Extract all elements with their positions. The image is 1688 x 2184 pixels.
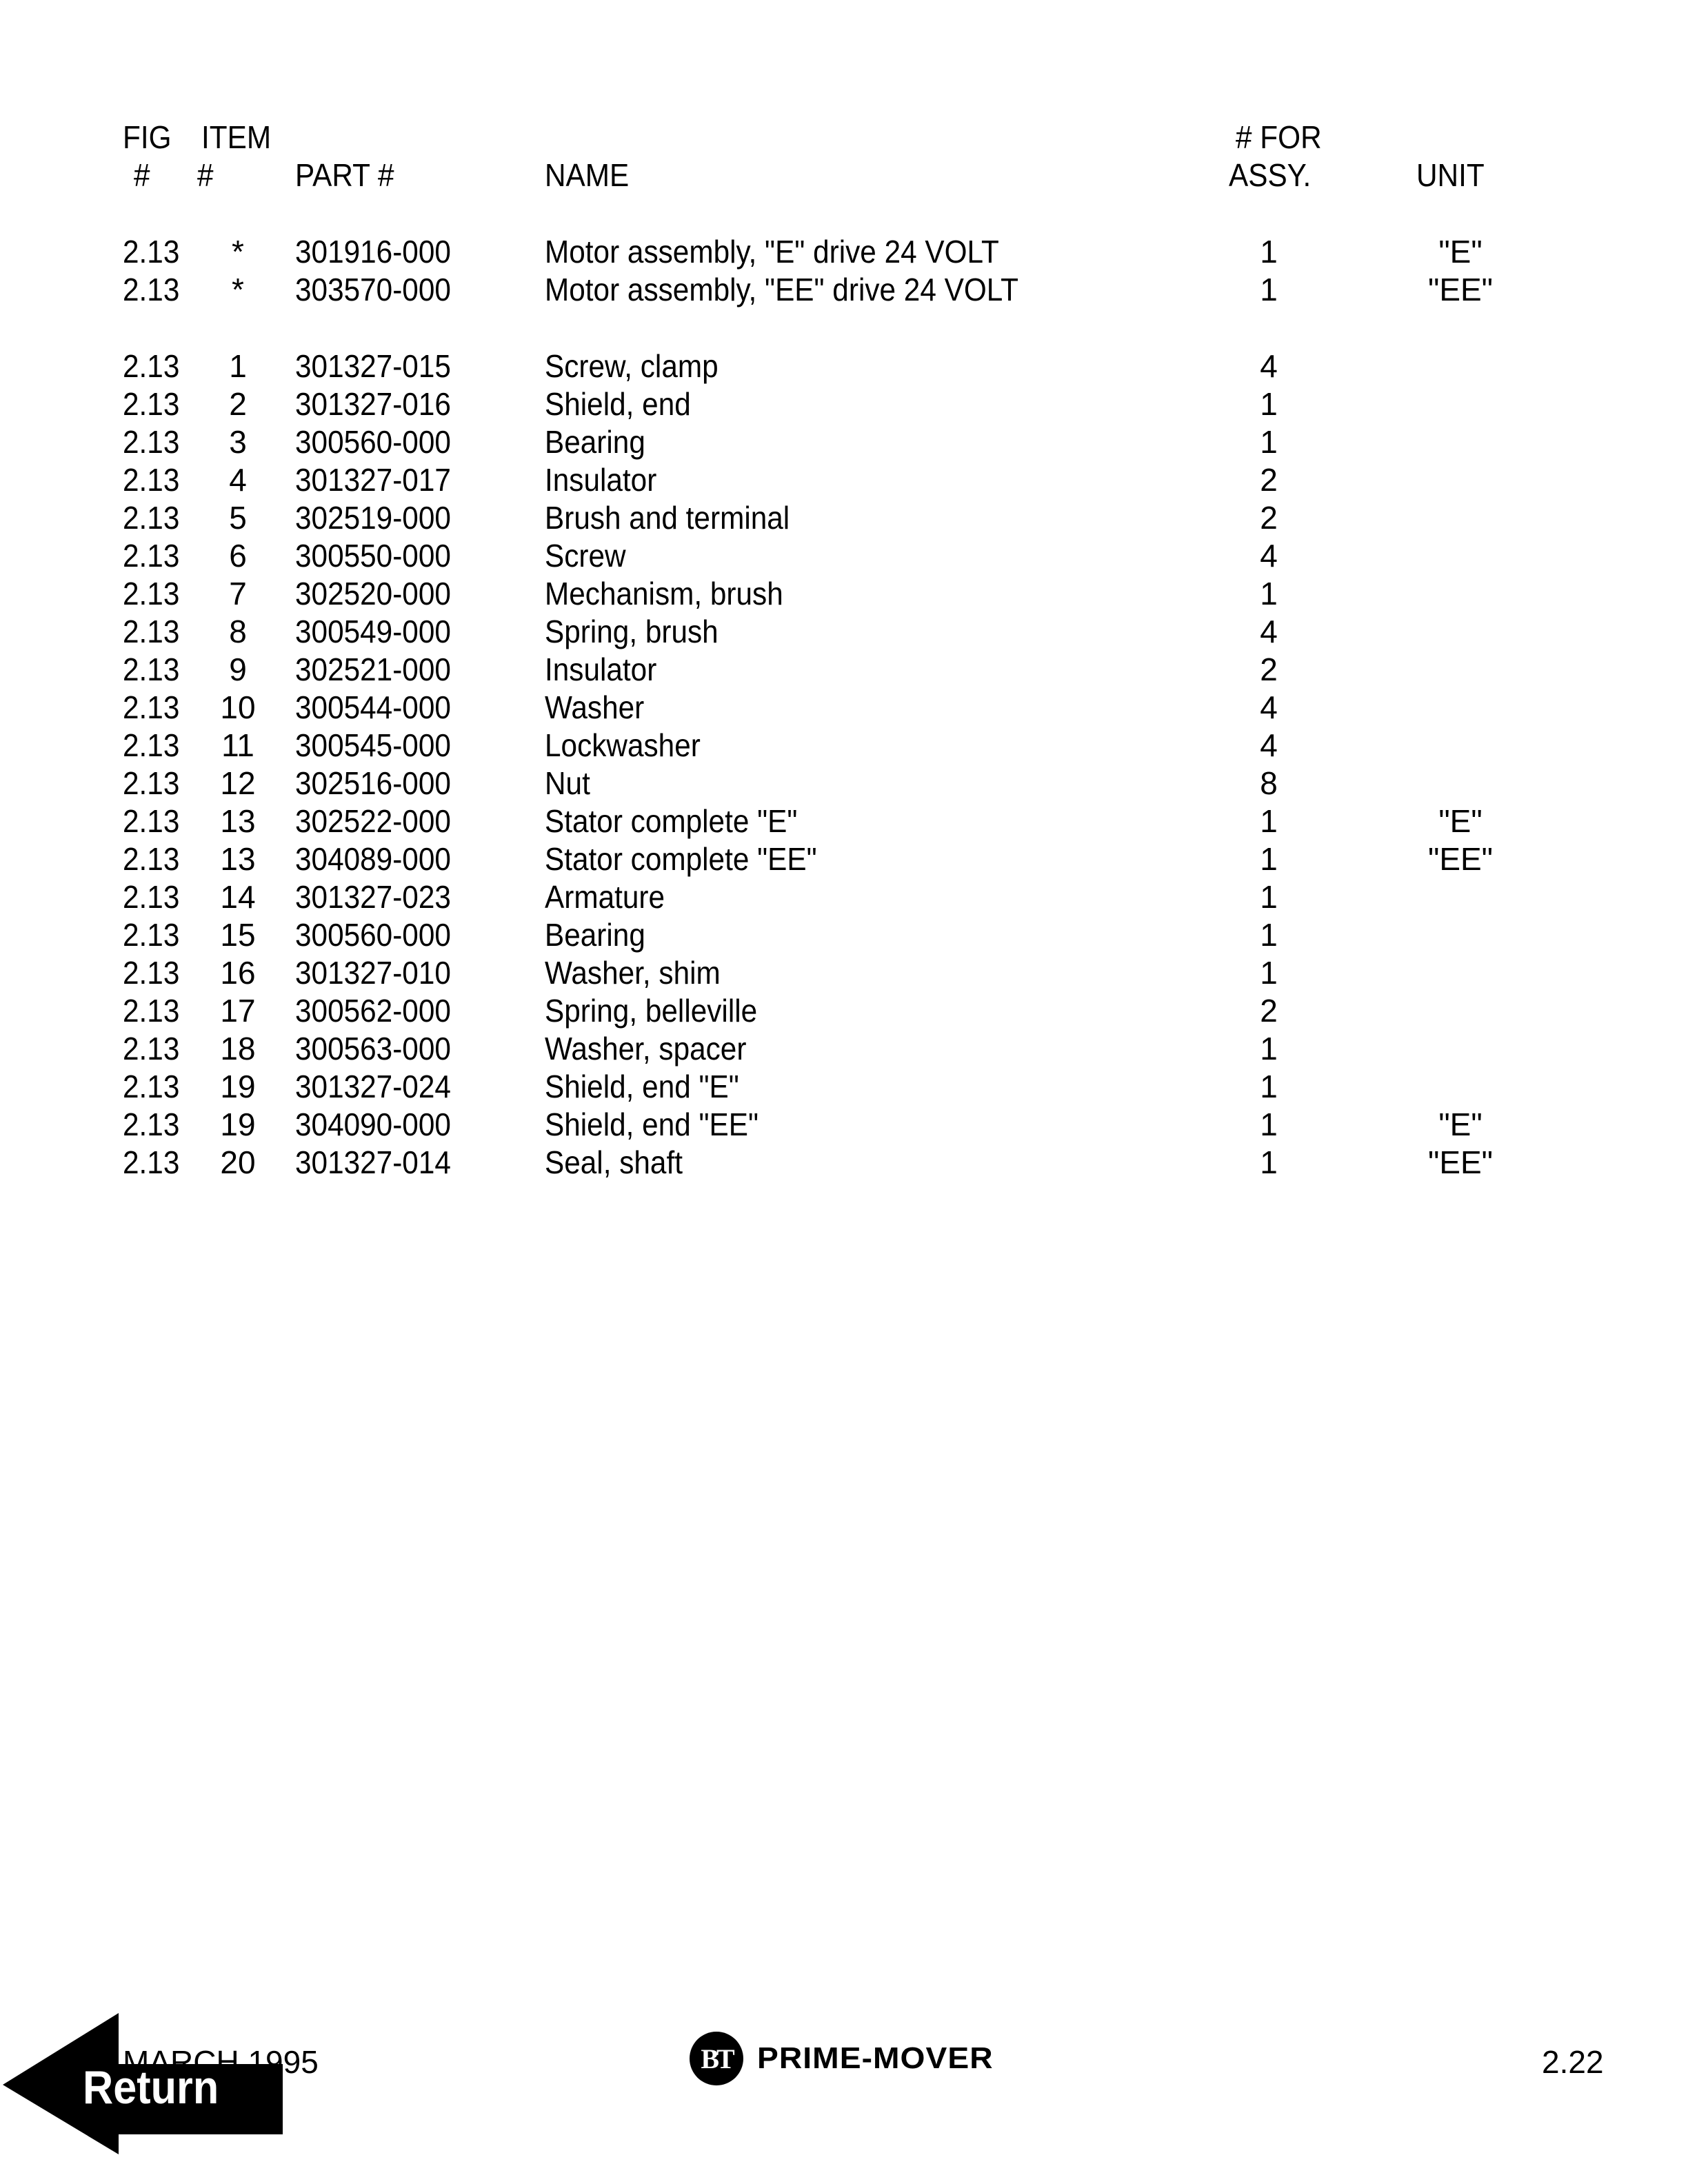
quantity: 1 [1260,272,1278,307]
fig-number: 2.13 [123,462,180,498]
fig-number: 2.13 [123,272,180,307]
table-row [0,957,1688,995]
table-row [0,502,1688,540]
fig-number: 2.13 [123,386,180,422]
quantity: 1 [1260,879,1278,915]
quantity: 2 [1260,500,1278,536]
part-name: Spring, brush [545,614,719,649]
quantity: 1 [1260,1031,1278,1066]
part-number: 301327-023 [295,879,451,915]
header-fig-line1: FIG [123,119,172,155]
part-number: 300562-000 [295,993,451,1029]
part-name: Shield, end [545,386,691,422]
part-number: 300545-000 [295,727,451,763]
part-name: Armature [545,879,665,915]
item-number: 7 [229,576,247,611]
fig-number: 2.13 [123,538,180,574]
item-number: 4 [229,462,247,498]
item-number: 2 [229,386,247,422]
part-number: 302516-000 [295,765,451,801]
part-number: 304090-000 [295,1106,451,1142]
quantity: 4 [1260,348,1278,384]
table-row [0,464,1688,502]
header-item-line2: # [197,157,214,193]
part-name: Brush and terminal [545,500,790,536]
quantity: 2 [1260,651,1278,687]
table-row [0,1106,1688,1146]
part-name: Screw, clamp [545,348,719,384]
item-number: 10 [220,689,256,725]
part-number: 301916-000 [295,234,451,270]
return-label[interactable]: Return [83,2061,219,2114]
part-number: 301327-010 [295,955,451,991]
item-number: 20 [220,1144,256,1180]
part-name: Insulator [545,651,657,687]
table-row [0,995,1688,1033]
bt-logo-icon [690,2032,743,2085]
part-name: Mechanism, brush [545,576,783,611]
part-number: 300563-000 [295,1031,451,1066]
header-part: PART # [295,157,394,193]
fig-number: 2.13 [123,500,180,536]
table-row [0,843,1688,881]
brand-name: PRIME-MOVER [757,2041,994,2075]
quantity: 8 [1260,765,1278,801]
part-name: Washer, spacer [545,1031,747,1066]
table-row [0,729,1688,767]
item-number: 11 [221,727,254,763]
unit: "E" [1438,234,1483,270]
fig-number: 2.13 [123,651,180,687]
item-number: 16 [220,955,256,991]
item-number: 15 [220,917,256,953]
part-name: Washer [545,689,645,725]
item-number: 6 [229,538,247,574]
page-number: 2.22 [1542,2044,1604,2080]
fig-number: 2.13 [123,1031,180,1066]
part-number: 300560-000 [295,917,451,953]
fig-number: 2.13 [123,689,180,725]
fig-number: 2.13 [123,841,180,877]
item-number: 17 [220,993,256,1029]
quantity: 1 [1260,803,1278,839]
quantity: 1 [1260,576,1278,611]
quantity: 1 [1260,917,1278,953]
item-number: 9 [229,651,247,687]
table-row [0,1033,1688,1071]
quantity: 1 [1260,1106,1278,1142]
part-number: 301327-024 [295,1069,451,1104]
unit: "EE" [1427,841,1494,877]
item-number: * [232,272,244,307]
part-number: 302522-000 [295,803,451,839]
part-name: Insulator [545,462,657,498]
table-row [0,919,1688,957]
table-row [0,388,1688,426]
quantity: 1 [1260,424,1278,460]
part-number: 302520-000 [295,576,451,611]
quantity: 1 [1260,1069,1278,1104]
part-name: Stator complete "E" [545,803,798,839]
quantity: 1 [1260,955,1278,991]
fig-number: 2.13 [123,1069,180,1104]
fig-number: 2.13 [123,993,180,1029]
part-name: Bearing [545,424,645,460]
table-row [0,767,1688,805]
table-row [0,1071,1688,1109]
header-item-line1: ITEM [201,119,272,155]
item-number: 12 [220,765,256,801]
header-fig-line2: # [134,157,150,193]
unit: "E" [1438,803,1483,839]
item-number: 19 [220,1106,256,1142]
fig-number: 2.13 [123,348,180,384]
fig-number: 2.13 [123,727,180,763]
quantity: 4 [1260,614,1278,649]
item-number: * [232,234,244,270]
fig-number: 2.13 [123,1106,180,1142]
footer-date: MARCH 1995 [123,2044,319,2080]
table-row [0,881,1688,919]
part-number: 301327-016 [295,386,451,422]
part-name: Motor assembly, "EE" drive 24 VOLT [545,272,1019,307]
table-row [0,805,1688,843]
fig-number: 2.13 [123,803,180,839]
fig-number: 2.13 [123,234,180,270]
item-number: 5 [229,500,247,536]
item-number: 1 [229,348,247,384]
fig-number: 2.13 [123,576,180,611]
fig-number: 2.13 [123,1144,180,1180]
header-unit: UNIT [1416,157,1485,193]
quantity: 1 [1260,841,1278,877]
part-name: Nut [545,765,590,801]
part-number: 302521-000 [295,651,451,687]
quantity: 4 [1260,538,1278,574]
quantity: 2 [1260,462,1278,498]
quantity: 1 [1260,1144,1278,1180]
table-row [0,426,1688,464]
part-number: 301327-014 [295,1144,451,1180]
brand-logo [690,2031,994,2086]
unit: "E" [1438,1106,1483,1142]
part-number: 304089-000 [295,841,451,877]
quantity: 4 [1260,689,1278,725]
table-row [0,578,1688,616]
table-row [0,616,1688,654]
quantity: 1 [1260,386,1278,422]
unit: "EE" [1427,1144,1494,1180]
part-number: 301327-015 [295,348,451,384]
part-name: Motor assembly, "E" drive 24 VOLT [545,234,999,270]
unit: "EE" [1427,272,1494,307]
table-row [0,274,1688,312]
part-name: Shield, end "EE" [545,1106,759,1142]
part-name: Seal, shaft [545,1144,683,1180]
part-name: Screw [545,538,626,574]
header-name: NAME [545,157,630,193]
item-number: 19 [220,1069,256,1104]
quantity: 2 [1260,993,1278,1029]
logo-mark: BT [701,2043,732,2074]
header-qty-line2: ASSY. [1229,157,1312,193]
table-row [0,540,1688,578]
item-number: 18 [220,1031,256,1066]
part-name: Spring, belleville [545,993,758,1029]
table-row [0,1146,1688,1184]
table-row [0,236,1688,274]
table-row [0,651,1688,691]
item-number: 8 [229,614,247,649]
part-number: 300560-000 [295,424,451,460]
fig-number: 2.13 [123,765,180,801]
part-name: Shield, end "E" [545,1069,739,1104]
part-name: Washer, shim [545,955,721,991]
fig-number: 2.13 [123,614,180,649]
part-name: Stator complete "EE" [545,841,817,877]
part-number: 303570-000 [295,272,451,307]
part-number: 302519-000 [295,500,451,536]
item-number: 13 [220,803,256,839]
part-number: 300550-000 [295,538,451,574]
table-row [0,350,1688,388]
fig-number: 2.13 [123,879,180,915]
part-number: 300544-000 [295,689,451,725]
quantity: 1 [1260,234,1278,270]
header-qty-line1: # FOR [1236,119,1322,155]
item-number: 3 [229,424,247,460]
part-name: Bearing [545,917,645,953]
fig-number: 2.13 [123,424,180,460]
quantity: 4 [1260,727,1278,763]
fig-number: 2.13 [123,955,180,991]
part-name: Lockwasher [545,727,701,763]
table-row [0,691,1688,729]
item-number: 13 [220,841,256,877]
fig-number: 2.13 [123,917,180,953]
part-number: 301327-017 [295,462,451,498]
part-number: 300549-000 [295,614,451,649]
item-number: 14 [220,879,256,915]
